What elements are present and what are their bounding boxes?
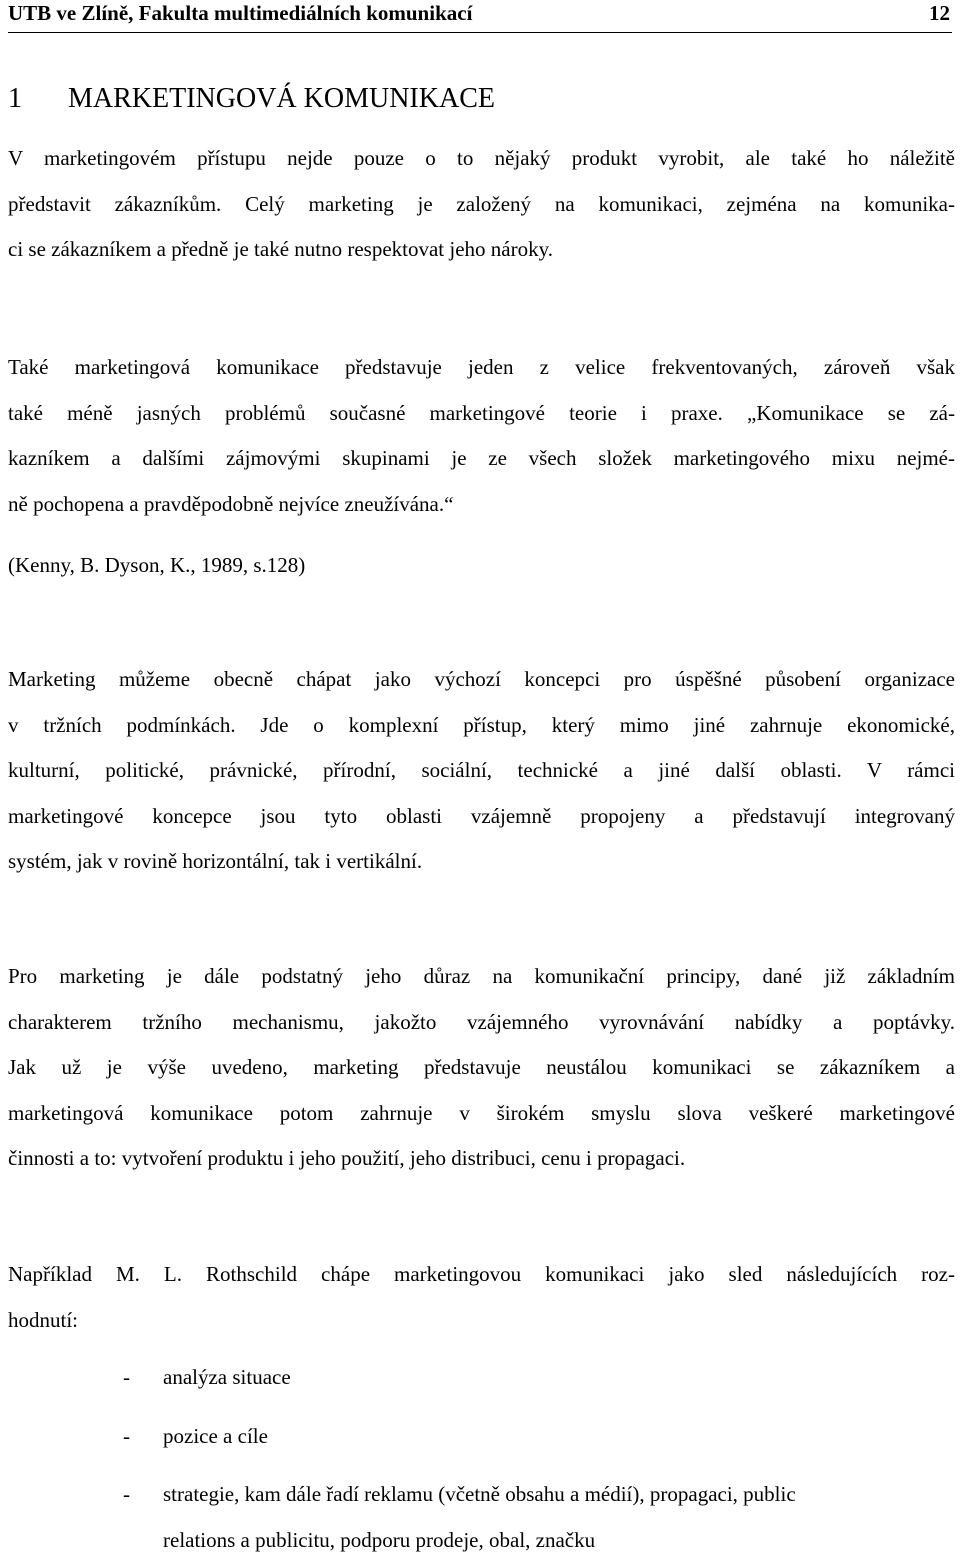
paragraph-line: ci se zákazníkem a předně je také nutno respektovat jeho nároky.: [8, 227, 955, 273]
page-number: 12: [929, 0, 950, 26]
list-item: [8, 1414, 955, 1460]
header-title: UTB ve Zlíně, Fakulta multimediálních komunikací: [8, 0, 472, 26]
paragraph-4: [8, 954, 955, 1182]
list-item-text: analýza situace: [163, 1355, 955, 1401]
paragraph-line: Pro marketing je dále podstatný jeho důraz na komunikační principy, dané již základním: [8, 954, 955, 1000]
paragraph-line: V marketingovém přístupu nejde pouze o to nějaký produkt vyrobit, ale také ho náležitě: [8, 136, 955, 182]
paragraph-3: [8, 657, 955, 885]
list-item-text: strategie, kam dále řadí reklamu (včetně obsahu a médií), propagaci, public: [163, 1472, 955, 1518]
chapter-heading: [8, 83, 495, 115]
paragraph-5: [8, 1252, 955, 1343]
paragraph-line: Například M. L. Rothschild chápe marketingovou komunikaci jako sled následujících roz-: [8, 1252, 955, 1298]
paragraph-line: charakterem tržního mechanismu, jakožto vzájemného vyrovnávání nabídky a poptávky.: [8, 1000, 955, 1046]
paragraph-2: [8, 345, 955, 527]
citation: (Kenny, B. Dyson, K., 1989, s.128): [8, 545, 305, 585]
paragraph-line: v tržních podmínkách. Jde o komplexní přístup, který mimo jiné zahrnuje ekonomické,: [8, 703, 955, 749]
paragraph-line: kazníkem a dalšími zájmovými skupinami je ze všech složek marketingového mixu nejmé-: [8, 436, 955, 482]
paragraph-line: marketingová komunikace potom zahrnuje v širokém smyslu slova veškeré marketingové: [8, 1091, 955, 1137]
paragraph-line: hodnutí:: [8, 1298, 955, 1344]
paragraph-line: představit zákazníkům. Celý marketing je založený na komunikaci, zejména na komunika-: [8, 182, 955, 228]
decision-list: [8, 1355, 955, 1563]
paragraph-line: marketingové koncepce jsou tyto oblasti vzájemně propojeny a představují integrovaný: [8, 794, 955, 840]
paragraph-line: Marketing můžeme obecně chápat jako výchozí koncepci pro úspěšné působení organizace: [8, 657, 955, 703]
paragraph-line: Jak už je výše uvedeno, marketing představuje neustálou komunikaci se zákazníkem a: [8, 1045, 955, 1091]
chapter-title: MARKETINGOVÁ KOMUNIKACE: [68, 83, 495, 114]
paragraph-line: Také marketingová komunikace představuje jeden z velice frekventovaných, zároveň však: [8, 345, 955, 391]
paragraph-1: [8, 136, 955, 273]
running-header: [8, 0, 952, 33]
list-item: [8, 1472, 955, 1563]
list-bullet: -: [123, 1472, 130, 1518]
list-bullet: -: [123, 1414, 130, 1460]
paragraph-line: ně pochopena a pravděpodobně nejvíce zneužívána.“: [8, 482, 955, 528]
paragraph-line: také méně jasných problémů současné marketingové teorie i praxe. „Komunikace se zá-: [8, 391, 955, 437]
paragraph-line: kulturní, politické, právnické, přírodní, sociální, technické a jiné další oblasti. V rámci: [8, 748, 955, 794]
list-item-text: relations a publicitu, podporu prodeje, obal, značku: [163, 1518, 955, 1563]
list-item: [8, 1355, 955, 1401]
list-bullet: -: [123, 1355, 130, 1401]
paragraph-line: činnosti a to: vytvoření produktu i jeho použití, jeho distribuci, cenu i propagaci.: [8, 1136, 955, 1182]
paragraph-line: systém, jak v rovině horizontální, tak i vertikální.: [8, 839, 955, 885]
list-item-text: pozice a cíle: [163, 1414, 955, 1460]
chapter-number: 1: [8, 83, 68, 115]
